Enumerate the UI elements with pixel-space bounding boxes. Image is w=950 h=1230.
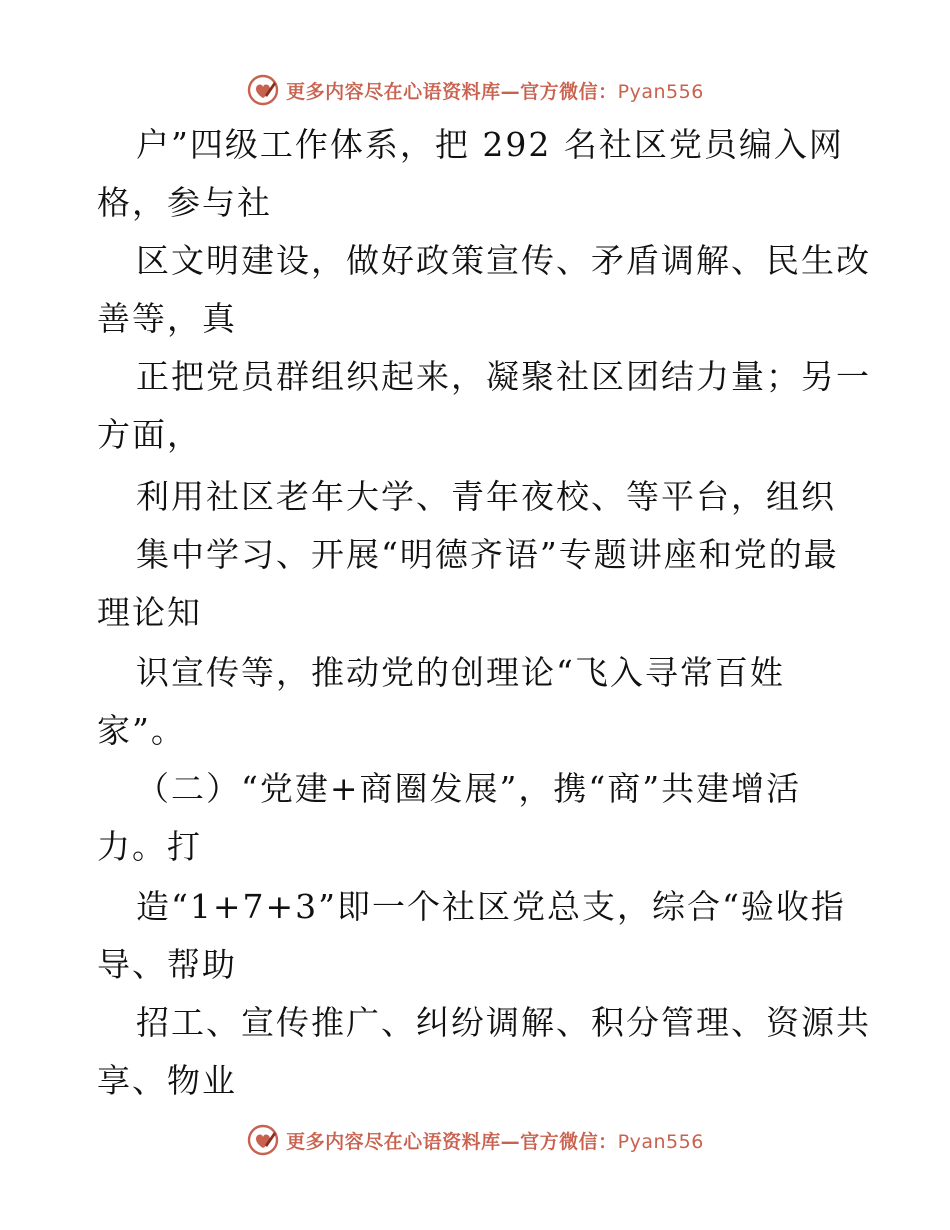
text-line: 享、物业 <box>97 1061 237 1100</box>
text-line: 格，参与社 <box>97 183 272 222</box>
text-line: 家”。 <box>97 711 186 750</box>
footer-watermark-banner <box>0 1120 950 1160</box>
text-line: 利用社区老年大学、青年夜校、等平台，组织 <box>136 477 836 516</box>
text-line: 正把党员群组织起来，凝聚社区团结力量；另一 <box>136 357 871 396</box>
text-line: 理论知 <box>97 593 202 632</box>
text-line: 方面， <box>97 415 202 454</box>
text-line: 导、帮助 <box>97 945 237 984</box>
text-line: 造“1+7+3”即一个社区党总支，综合“验收指 <box>136 887 846 926</box>
watermark-label: 更多内容尽在心语资料库—官方微信： <box>286 80 618 103</box>
text-line: 善等，真 <box>97 299 237 338</box>
heart-pen-logo-icon <box>246 1123 280 1157</box>
watermark-text <box>286 77 704 104</box>
watermark-label: 更多内容尽在心语资料库—官方微信： <box>286 1130 618 1153</box>
heart-pen-logo-icon <box>246 73 280 107</box>
text-line: 集中学习、开展“明德齐语”专题讲座和党的最 <box>136 535 839 574</box>
header-watermark-banner <box>0 70 950 110</box>
text-line: 识宣传等，推动党的创理论“飞入寻常百姓 <box>136 653 785 692</box>
watermark-text <box>286 1127 704 1154</box>
text-line: 力。打 <box>97 827 202 866</box>
wechat-id: Pyan556 <box>617 80 704 103</box>
text-line: （二）“党建+商圈发展”，携“商”共建增活 <box>136 769 802 808</box>
text-line: 户”四级工作体系，把 292 名社区党员编入网 <box>136 125 844 164</box>
text-line: 区文明建设，做好政策宣传、矛盾调解、民生改 <box>136 241 871 280</box>
text-line: 招工、宣传推广、纠纷调解、积分管理、资源共 <box>136 1003 871 1042</box>
wechat-id: Pyan556 <box>617 1130 704 1153</box>
